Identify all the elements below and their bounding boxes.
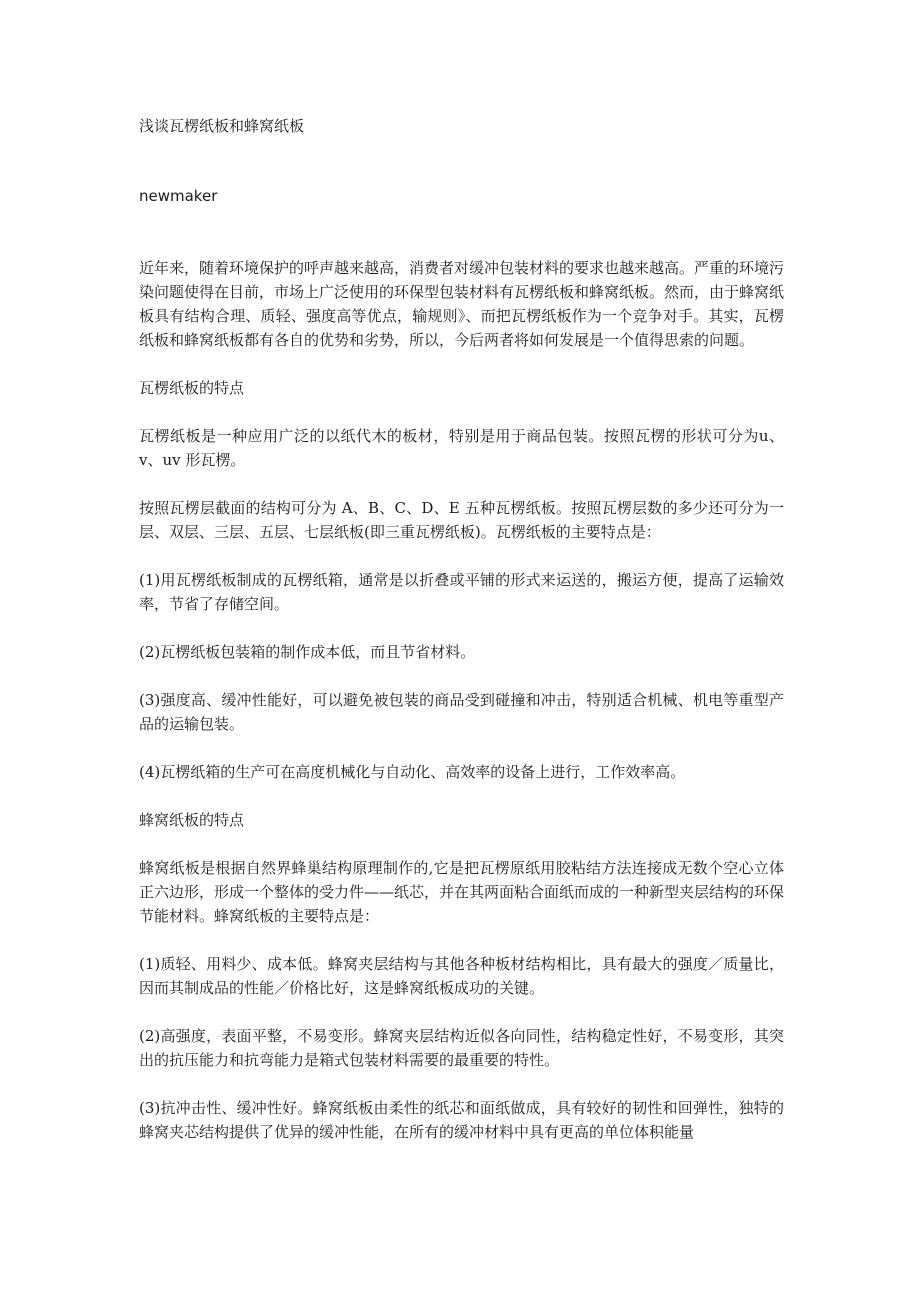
document-author: newmaker bbox=[139, 187, 218, 205]
section-heading-honeycomb: 蜂窝纸板的特点 bbox=[139, 811, 245, 829]
paragraph-corrugated-point-3: (3)强度高、缓冲性能好，可以避免被包装的商品受到碰撞和冲击，特别适合机械、机电等重型产品的运输包装。 bbox=[139, 691, 784, 733]
paragraph-corrugated-point-4: (4)瓦楞纸箱的生产可在高度机械化与自动化、高效率的设备上进行，工作效率高。 bbox=[139, 763, 686, 781]
paragraph-honeycomb-point-3: (3)抗冲击性、缓冲性好。蜂窝纸板由柔性的纸芯和面纸做成，具有较好的韧性和回弹性，独特的蜂窝夹芯结构提供了优异的缓冲性能，在所有的缓冲材料中具有更高的单位体积能量 bbox=[139, 1099, 784, 1141]
paragraph-intro: 近年来，随着环境保护的呼声越来越高，消费者对缓冲包装材料的要求也越来越高。严重的环境污染问题使得在目前，市场上广泛使用的环保型包装材料有瓦楞纸板和蜂窝纸板。然而，由于蜂窝纸板具有结构合理、质轻、强度高等优点，输规则》、而把瓦楞纸板作为一个竞争对手。其实，瓦楞纸板和蜂窝纸板都有各自的优势和劣势，所以，今后两者将如何发展是一个值得思索的问题。 bbox=[139, 259, 785, 349]
document-title: 浅谈瓦楞纸板和蜂窝纸板 bbox=[139, 117, 305, 135]
paragraph-corrugated-point-2: (2)瓦楞纸板包装箱的制作成本低，而且节省材料。 bbox=[139, 643, 476, 661]
paragraph-corrugated-point-1: (1)用瓦楞纸板制成的瓦楞纸箱，通常是以折叠或平铺的形式来运送的，搬运方便，提高了运输效率，节省了存储空间。 bbox=[139, 571, 784, 613]
paragraph-honeycomb-point-2: (2)高强度，表面平整，不易变形。蜂窝夹层结构近似各向同性，结构稳定性好，不易变形，其突出的抗压能力和抗弯能力是箱式包装材料需要的最重要的特性。 bbox=[139, 1027, 784, 1069]
paragraph-corrugated-definition: 瓦楞纸板是一种应用广泛的以纸代木的板材，特别是用于商品包装。按照瓦楞的形状可分为u、v、uv 形瓦楞。 bbox=[139, 427, 784, 469]
paragraph-honeycomb-point-1: (1)质轻、用料少、成本低。蜂窝夹层结构与其他各种板材结构相比，具有最大的强度／质量比，因而其制成品的性能／价格比好，这是蜂窝纸板成功的关键。 bbox=[139, 955, 784, 997]
document-body bbox=[139, 256, 784, 1144]
paragraph-corrugated-structure: 按照瓦楞层截面的结构可分为 A、B、C、D、E 五种瓦楞纸板。按照瓦楞层数的多少还可分为一层、双层、三层、五层、七层纸板(即三重瓦楞纸板)。瓦楞纸板的主要特点是： bbox=[139, 499, 784, 541]
paragraph-honeycomb-definition: 蜂窝纸板是根据自然界蜂巢结构原理制作的,它是把瓦楞原纸用胶粘结方法连接成无数个空心立体正六边形，形成一个整体的受力件——纸芯，并在其两面粘合面纸而成的一种新型夹层结构的环保节能材料。蜂窝纸板的主要特点是： bbox=[139, 859, 785, 925]
section-heading-corrugated: 瓦楞纸板的特点 bbox=[139, 379, 245, 397]
